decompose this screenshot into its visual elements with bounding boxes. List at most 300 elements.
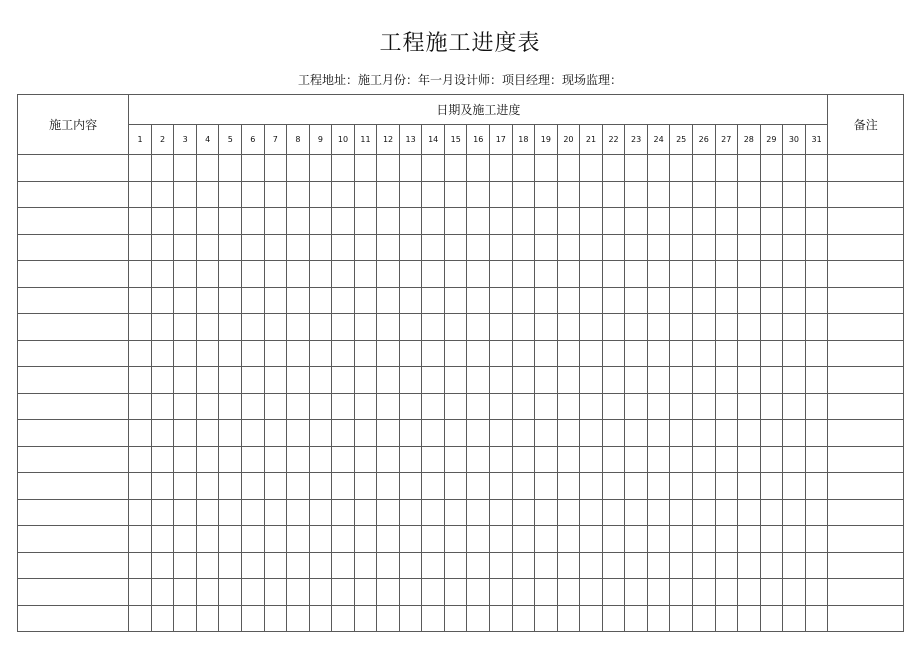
day-cell[interactable] [467, 552, 490, 579]
content-cell[interactable] [18, 234, 129, 261]
day-cell[interactable] [242, 473, 265, 500]
day-cell[interactable] [625, 446, 648, 473]
day-cell[interactable] [309, 287, 332, 314]
day-cell[interactable] [174, 155, 197, 182]
content-cell[interactable] [18, 181, 129, 208]
day-cell[interactable] [129, 234, 152, 261]
content-cell[interactable] [18, 473, 129, 500]
day-cell[interactable] [760, 287, 783, 314]
day-cell[interactable] [129, 605, 152, 632]
day-cell[interactable] [287, 261, 310, 288]
day-cell[interactable] [625, 340, 648, 367]
day-cell[interactable] [692, 579, 715, 606]
day-cell[interactable] [354, 261, 377, 288]
day-cell[interactable] [692, 234, 715, 261]
day-cell[interactable] [129, 340, 152, 367]
day-cell[interactable] [332, 287, 355, 314]
day-cell[interactable] [332, 393, 355, 420]
day-cell[interactable] [760, 526, 783, 553]
day-cell[interactable] [151, 234, 174, 261]
day-cell[interactable] [557, 181, 580, 208]
day-cell[interactable] [512, 181, 535, 208]
day-cell[interactable] [760, 605, 783, 632]
day-cell[interactable] [377, 526, 400, 553]
day-cell[interactable] [738, 552, 761, 579]
day-cell[interactable] [354, 367, 377, 394]
day-cell[interactable] [354, 181, 377, 208]
day-cell[interactable] [287, 234, 310, 261]
day-cell[interactable] [467, 605, 490, 632]
day-cell[interactable] [264, 526, 287, 553]
day-cell[interactable] [625, 208, 648, 235]
day-cell[interactable] [264, 181, 287, 208]
day-cell[interactable] [196, 605, 219, 632]
day-cell[interactable] [535, 552, 558, 579]
day-cell[interactable] [151, 499, 174, 526]
day-cell[interactable] [219, 526, 242, 553]
day-cell[interactable] [535, 526, 558, 553]
day-cell[interactable] [670, 261, 693, 288]
day-cell[interactable] [625, 499, 648, 526]
day-cell[interactable] [287, 208, 310, 235]
day-cell[interactable] [670, 340, 693, 367]
day-cell[interactable] [354, 420, 377, 447]
day-cell[interactable] [805, 367, 828, 394]
day-cell[interactable] [467, 287, 490, 314]
day-cell[interactable] [805, 579, 828, 606]
day-cell[interactable] [354, 234, 377, 261]
day-cell[interactable] [151, 181, 174, 208]
day-cell[interactable] [602, 579, 625, 606]
day-cell[interactable] [580, 446, 603, 473]
day-cell[interactable] [535, 446, 558, 473]
day-cell[interactable] [557, 155, 580, 182]
day-cell[interactable] [647, 155, 670, 182]
day-cell[interactable] [354, 155, 377, 182]
day-cell[interactable] [444, 552, 467, 579]
day-cell[interactable] [129, 181, 152, 208]
content-cell[interactable] [18, 420, 129, 447]
day-cell[interactable] [332, 473, 355, 500]
day-cell[interactable] [264, 473, 287, 500]
day-cell[interactable] [264, 314, 287, 341]
day-cell[interactable] [219, 473, 242, 500]
day-cell[interactable] [129, 552, 152, 579]
day-cell[interactable] [399, 552, 422, 579]
day-cell[interactable] [602, 340, 625, 367]
day-cell[interactable] [377, 340, 400, 367]
day-cell[interactable] [783, 473, 806, 500]
day-cell[interactable] [377, 473, 400, 500]
day-cell[interactable] [354, 473, 377, 500]
day-cell[interactable] [196, 446, 219, 473]
day-cell[interactable] [783, 605, 806, 632]
day-cell[interactable] [580, 473, 603, 500]
day-cell[interactable] [174, 552, 197, 579]
day-cell[interactable] [535, 367, 558, 394]
day-cell[interactable] [444, 287, 467, 314]
day-cell[interactable] [219, 499, 242, 526]
day-cell[interactable] [151, 261, 174, 288]
day-cell[interactable] [715, 526, 738, 553]
day-cell[interactable] [196, 499, 219, 526]
day-cell[interactable] [535, 287, 558, 314]
day-cell[interactable] [287, 155, 310, 182]
day-cell[interactable] [738, 605, 761, 632]
day-cell[interactable] [354, 208, 377, 235]
content-cell[interactable] [18, 393, 129, 420]
day-cell[interactable] [715, 446, 738, 473]
day-cell[interactable] [512, 446, 535, 473]
day-cell[interactable] [625, 181, 648, 208]
day-cell[interactable] [738, 287, 761, 314]
day-cell[interactable] [129, 155, 152, 182]
day-cell[interactable] [625, 367, 648, 394]
day-cell[interactable] [242, 261, 265, 288]
day-cell[interactable] [580, 234, 603, 261]
day-cell[interactable] [783, 155, 806, 182]
day-cell[interactable] [467, 367, 490, 394]
day-cell[interactable] [377, 393, 400, 420]
content-cell[interactable] [18, 155, 129, 182]
day-cell[interactable] [219, 261, 242, 288]
day-cell[interactable] [692, 367, 715, 394]
day-cell[interactable] [422, 340, 445, 367]
remarks-cell[interactable] [828, 155, 904, 182]
day-cell[interactable] [783, 234, 806, 261]
day-cell[interactable] [444, 393, 467, 420]
day-cell[interactable] [196, 473, 219, 500]
day-cell[interactable] [647, 208, 670, 235]
day-cell[interactable] [354, 340, 377, 367]
day-cell[interactable] [738, 181, 761, 208]
day-cell[interactable] [557, 367, 580, 394]
day-cell[interactable] [377, 234, 400, 261]
day-cell[interactable] [535, 261, 558, 288]
day-cell[interactable] [399, 420, 422, 447]
day-cell[interactable] [332, 605, 355, 632]
day-cell[interactable] [805, 499, 828, 526]
day-cell[interactable] [444, 420, 467, 447]
day-cell[interactable] [264, 552, 287, 579]
day-cell[interactable] [625, 155, 648, 182]
day-cell[interactable] [602, 420, 625, 447]
day-cell[interactable] [490, 605, 513, 632]
day-cell[interactable] [647, 473, 670, 500]
day-cell[interactable] [219, 287, 242, 314]
day-cell[interactable] [332, 314, 355, 341]
day-cell[interactable] [174, 314, 197, 341]
day-cell[interactable] [760, 340, 783, 367]
day-cell[interactable] [467, 155, 490, 182]
day-cell[interactable] [309, 499, 332, 526]
remarks-cell[interactable] [828, 420, 904, 447]
day-cell[interactable] [151, 287, 174, 314]
day-cell[interactable] [625, 420, 648, 447]
day-cell[interactable] [670, 526, 693, 553]
day-cell[interactable] [805, 155, 828, 182]
day-cell[interactable] [151, 605, 174, 632]
day-cell[interactable] [783, 314, 806, 341]
day-cell[interactable] [535, 393, 558, 420]
day-cell[interactable] [377, 287, 400, 314]
day-cell[interactable] [309, 208, 332, 235]
day-cell[interactable] [151, 446, 174, 473]
day-cell[interactable] [580, 314, 603, 341]
day-cell[interactable] [287, 473, 310, 500]
day-cell[interactable] [129, 420, 152, 447]
day-cell[interactable] [760, 314, 783, 341]
day-cell[interactable] [399, 314, 422, 341]
day-cell[interactable] [332, 552, 355, 579]
day-cell[interactable] [647, 499, 670, 526]
day-cell[interactable] [783, 526, 806, 553]
day-cell[interactable] [309, 526, 332, 553]
day-cell[interactable] [422, 261, 445, 288]
day-cell[interactable] [309, 446, 332, 473]
day-cell[interactable] [264, 287, 287, 314]
day-cell[interactable] [264, 155, 287, 182]
day-cell[interactable] [738, 420, 761, 447]
day-cell[interactable] [377, 579, 400, 606]
day-cell[interactable] [805, 526, 828, 553]
day-cell[interactable] [760, 155, 783, 182]
day-cell[interactable] [399, 261, 422, 288]
day-cell[interactable] [242, 605, 265, 632]
day-cell[interactable] [692, 208, 715, 235]
content-cell[interactable] [18, 579, 129, 606]
day-cell[interactable] [287, 499, 310, 526]
day-cell[interactable] [760, 420, 783, 447]
day-cell[interactable] [399, 499, 422, 526]
content-cell[interactable] [18, 367, 129, 394]
content-cell[interactable] [18, 552, 129, 579]
day-cell[interactable] [399, 155, 422, 182]
day-cell[interactable] [151, 340, 174, 367]
day-cell[interactable] [647, 340, 670, 367]
day-cell[interactable] [670, 473, 693, 500]
day-cell[interactable] [151, 393, 174, 420]
day-cell[interactable] [399, 367, 422, 394]
day-cell[interactable] [760, 579, 783, 606]
day-cell[interactable] [738, 473, 761, 500]
day-cell[interactable] [467, 261, 490, 288]
day-cell[interactable] [535, 605, 558, 632]
day-cell[interactable] [805, 473, 828, 500]
day-cell[interactable] [129, 208, 152, 235]
day-cell[interactable] [580, 393, 603, 420]
day-cell[interactable] [670, 181, 693, 208]
day-cell[interactable] [602, 261, 625, 288]
remarks-cell[interactable] [828, 446, 904, 473]
day-cell[interactable] [738, 526, 761, 553]
day-cell[interactable] [805, 314, 828, 341]
remarks-cell[interactable] [828, 473, 904, 500]
day-cell[interactable] [422, 208, 445, 235]
day-cell[interactable] [422, 605, 445, 632]
day-cell[interactable] [467, 526, 490, 553]
day-cell[interactable] [422, 314, 445, 341]
day-cell[interactable] [129, 526, 152, 553]
day-cell[interactable] [715, 181, 738, 208]
day-cell[interactable] [309, 340, 332, 367]
day-cell[interactable] [467, 499, 490, 526]
day-cell[interactable] [264, 208, 287, 235]
day-cell[interactable] [467, 579, 490, 606]
day-cell[interactable] [738, 314, 761, 341]
day-cell[interactable] [309, 420, 332, 447]
day-cell[interactable] [309, 605, 332, 632]
day-cell[interactable] [670, 208, 693, 235]
day-cell[interactable] [422, 420, 445, 447]
day-cell[interactable] [196, 208, 219, 235]
day-cell[interactable] [490, 552, 513, 579]
day-cell[interactable] [490, 446, 513, 473]
day-cell[interactable] [805, 446, 828, 473]
day-cell[interactable] [354, 552, 377, 579]
day-cell[interactable] [444, 314, 467, 341]
day-cell[interactable] [625, 393, 648, 420]
day-cell[interactable] [151, 420, 174, 447]
day-cell[interactable] [692, 446, 715, 473]
day-cell[interactable] [399, 446, 422, 473]
day-cell[interactable] [602, 526, 625, 553]
day-cell[interactable] [692, 261, 715, 288]
day-cell[interactable] [242, 314, 265, 341]
day-cell[interactable] [309, 261, 332, 288]
day-cell[interactable] [602, 287, 625, 314]
day-cell[interactable] [196, 340, 219, 367]
day-cell[interactable] [783, 367, 806, 394]
day-cell[interactable] [512, 261, 535, 288]
day-cell[interactable] [738, 393, 761, 420]
day-cell[interactable] [287, 446, 310, 473]
day-cell[interactable] [219, 155, 242, 182]
day-cell[interactable] [783, 208, 806, 235]
day-cell[interactable] [242, 181, 265, 208]
day-cell[interactable] [444, 579, 467, 606]
day-cell[interactable] [377, 367, 400, 394]
day-cell[interactable] [535, 340, 558, 367]
day-cell[interactable] [647, 393, 670, 420]
day-cell[interactable] [264, 446, 287, 473]
day-cell[interactable] [580, 420, 603, 447]
day-cell[interactable] [219, 181, 242, 208]
day-cell[interactable] [602, 605, 625, 632]
day-cell[interactable] [309, 234, 332, 261]
day-cell[interactable] [557, 446, 580, 473]
day-cell[interactable] [399, 181, 422, 208]
day-cell[interactable] [647, 552, 670, 579]
day-cell[interactable] [264, 393, 287, 420]
day-cell[interactable] [377, 552, 400, 579]
day-cell[interactable] [602, 208, 625, 235]
day-cell[interactable] [715, 314, 738, 341]
day-cell[interactable] [535, 155, 558, 182]
day-cell[interactable] [715, 208, 738, 235]
day-cell[interactable] [625, 605, 648, 632]
day-cell[interactable] [625, 234, 648, 261]
day-cell[interactable] [557, 393, 580, 420]
day-cell[interactable] [467, 420, 490, 447]
day-cell[interactable] [332, 579, 355, 606]
day-cell[interactable] [151, 526, 174, 553]
day-cell[interactable] [692, 605, 715, 632]
day-cell[interactable] [332, 208, 355, 235]
day-cell[interactable] [512, 552, 535, 579]
day-cell[interactable] [174, 446, 197, 473]
day-cell[interactable] [602, 367, 625, 394]
day-cell[interactable] [377, 605, 400, 632]
day-cell[interactable] [557, 605, 580, 632]
day-cell[interactable] [580, 208, 603, 235]
day-cell[interactable] [399, 234, 422, 261]
day-cell[interactable] [490, 181, 513, 208]
day-cell[interactable] [805, 181, 828, 208]
day-cell[interactable] [715, 420, 738, 447]
day-cell[interactable] [783, 579, 806, 606]
day-cell[interactable] [625, 261, 648, 288]
day-cell[interactable] [647, 605, 670, 632]
day-cell[interactable] [264, 499, 287, 526]
content-cell[interactable] [18, 499, 129, 526]
day-cell[interactable] [196, 287, 219, 314]
day-cell[interactable] [670, 155, 693, 182]
day-cell[interactable] [242, 234, 265, 261]
day-cell[interactable] [557, 552, 580, 579]
content-cell[interactable] [18, 314, 129, 341]
day-cell[interactable] [647, 314, 670, 341]
day-cell[interactable] [467, 181, 490, 208]
day-cell[interactable] [647, 367, 670, 394]
day-cell[interactable] [377, 446, 400, 473]
day-cell[interactable] [535, 473, 558, 500]
day-cell[interactable] [399, 526, 422, 553]
day-cell[interactable] [196, 234, 219, 261]
day-cell[interactable] [760, 181, 783, 208]
day-cell[interactable] [580, 340, 603, 367]
day-cell[interactable] [760, 393, 783, 420]
day-cell[interactable] [219, 552, 242, 579]
day-cell[interactable] [399, 473, 422, 500]
day-cell[interactable] [783, 499, 806, 526]
day-cell[interactable] [219, 420, 242, 447]
day-cell[interactable] [287, 552, 310, 579]
day-cell[interactable] [174, 499, 197, 526]
day-cell[interactable] [399, 208, 422, 235]
day-cell[interactable] [422, 367, 445, 394]
day-cell[interactable] [444, 446, 467, 473]
day-cell[interactable] [354, 579, 377, 606]
day-cell[interactable] [490, 367, 513, 394]
day-cell[interactable] [354, 287, 377, 314]
day-cell[interactable] [670, 605, 693, 632]
day-cell[interactable] [332, 420, 355, 447]
day-cell[interactable] [602, 181, 625, 208]
day-cell[interactable] [692, 393, 715, 420]
day-cell[interactable] [738, 579, 761, 606]
day-cell[interactable] [557, 261, 580, 288]
day-cell[interactable] [242, 579, 265, 606]
day-cell[interactable] [399, 605, 422, 632]
day-cell[interactable] [512, 314, 535, 341]
day-cell[interactable] [580, 367, 603, 394]
day-cell[interactable] [219, 314, 242, 341]
day-cell[interactable] [715, 261, 738, 288]
day-cell[interactable] [219, 446, 242, 473]
day-cell[interactable] [196, 181, 219, 208]
day-cell[interactable] [805, 208, 828, 235]
